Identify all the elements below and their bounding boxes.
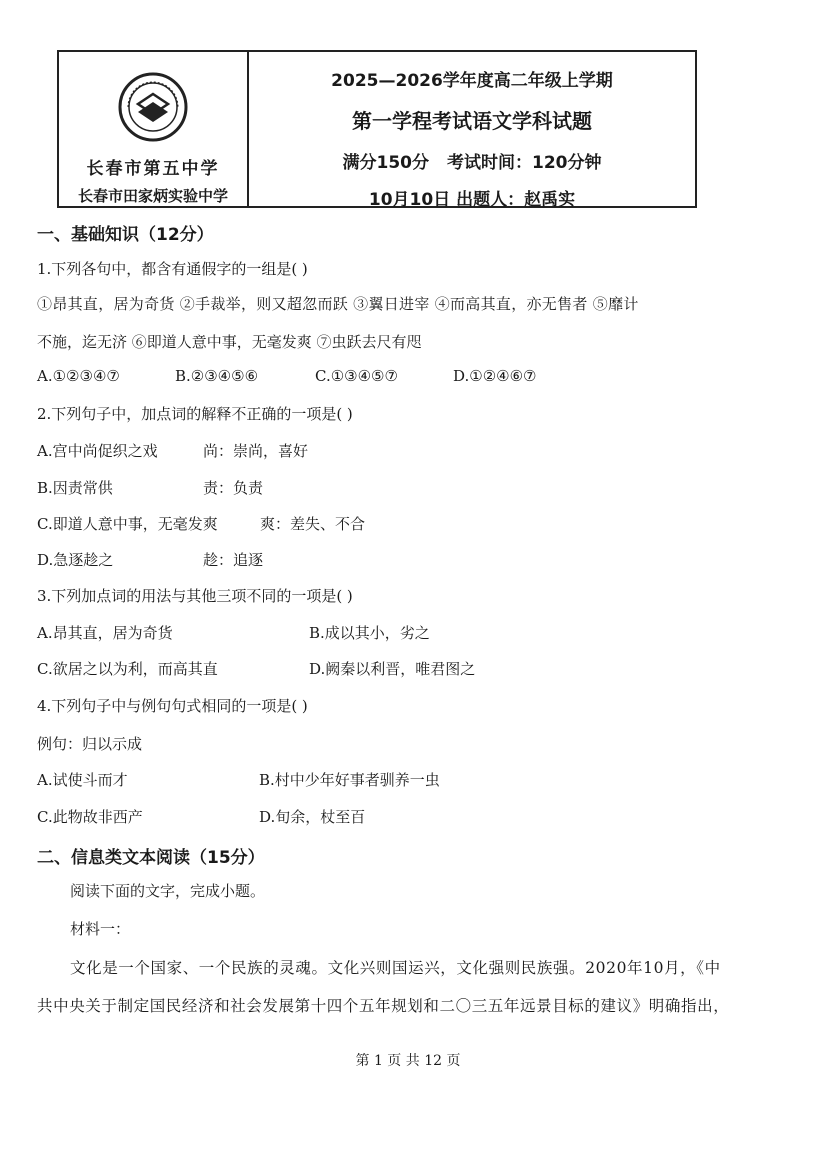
material-paragraph-line-1: 文化是一个国家、一个民族的灵魂。文化兴则国运兴，文化强则民族强。2020年10月，《中: [70, 959, 721, 977]
title-cell: [249, 52, 695, 210]
q4-option-c: C.此物故非西产: [37, 808, 143, 826]
q2-gloss-a: 尚：崇尚，喜好: [203, 442, 309, 460]
q1-items-line-2: 不施，迄无济 ⑥即道人意中事，无毫发爽 ⑦虫跃去尺有咫: [37, 333, 422, 351]
section-2-title: 二、信息类文本阅读（15分）: [37, 848, 265, 868]
q3-stem: 3.下列加点词的用法与其他三项不同的一项是( ): [37, 587, 353, 605]
school-cell: [59, 52, 249, 206]
reading-instruction: 阅读下面的文字，完成小题。: [70, 882, 266, 900]
section-1-title: 一、基础知识（12分）: [37, 225, 214, 245]
q1-option-a: A.①②③④⑦: [37, 367, 120, 385]
q1-items-line-1: ①昂其直，居为奇货 ②手裁举，则又超忽而跃 ③翼日进宰 ④而高其直，亦无售者 ⑤靡计: [37, 295, 639, 313]
q4-stem: 4.下列句子中与例句句式相同的一项是( ): [37, 697, 308, 715]
q2-sentence-a: A.宫中尚促织之戏: [37, 442, 158, 460]
q4-example: 例句：归以示成: [37, 735, 143, 753]
exam-time: 考试时间：120分钟: [447, 153, 602, 173]
term-title: 2025—2026学年度高二年级上学期: [331, 71, 613, 91]
q4-option-d: D.旬余，杖至百: [259, 808, 366, 826]
q1-stem: 1.下列各句中，都含有通假字的一组是( ): [37, 260, 308, 278]
exam-header: [57, 50, 697, 208]
page-footer: 第 1 页 共 12 页: [355, 1053, 461, 1069]
q3-option-a: A.昂其直，居为奇货: [37, 624, 173, 642]
date-setter: 10月10日 出题人：赵禹实: [368, 190, 576, 210]
q4-option-b: B.村中少年好事者驯养一虫: [259, 771, 440, 789]
school-name-2: 长春市田家炳实验中学: [77, 187, 228, 205]
q1-option-d: D.①②④⑥⑦: [453, 367, 537, 385]
score-time-line: [343, 148, 602, 173]
q2-gloss-b: 责：负责: [203, 479, 264, 497]
q2-sentence-c: C.即道人意中事，无毫发爽: [37, 515, 218, 533]
material-paragraph-line-2: 共中央关于制定国民经济和社会发展第十四个五年规划和二〇三五年远景目标的建议》明确指出，: [37, 997, 730, 1015]
school-name-1: 长春市第五中学: [86, 159, 220, 179]
q3-option-b: B.成以其小，劣之: [309, 624, 430, 642]
q1-option-b: B.②③④⑤⑥: [175, 367, 259, 385]
q1-option-c: C.①③④⑤⑦: [315, 367, 398, 385]
q2-stem: 2.下列句子中，加点词的解释不正确的一项是( ): [37, 405, 353, 423]
material-label: 材料一：: [70, 920, 131, 938]
full-score: 满分150分: [342, 153, 429, 173]
exam-title: 第一学程考试语文学科试题: [352, 109, 592, 133]
q3-option-d: D.阙秦以利晋，唯君图之: [309, 660, 476, 678]
q2-sentence-b: B.因责常供: [37, 479, 113, 497]
q4-option-a: A.试使斗而才: [37, 771, 128, 789]
school-seal-icon: [118, 72, 188, 142]
q3-option-c: C.欲居之以为利，而高其直: [37, 660, 218, 678]
q2-gloss-c: 爽：差失、不合: [260, 515, 366, 533]
q2-sentence-d: D.急逐趁之: [37, 551, 114, 569]
q2-gloss-d: 趁：追逐: [203, 551, 264, 569]
